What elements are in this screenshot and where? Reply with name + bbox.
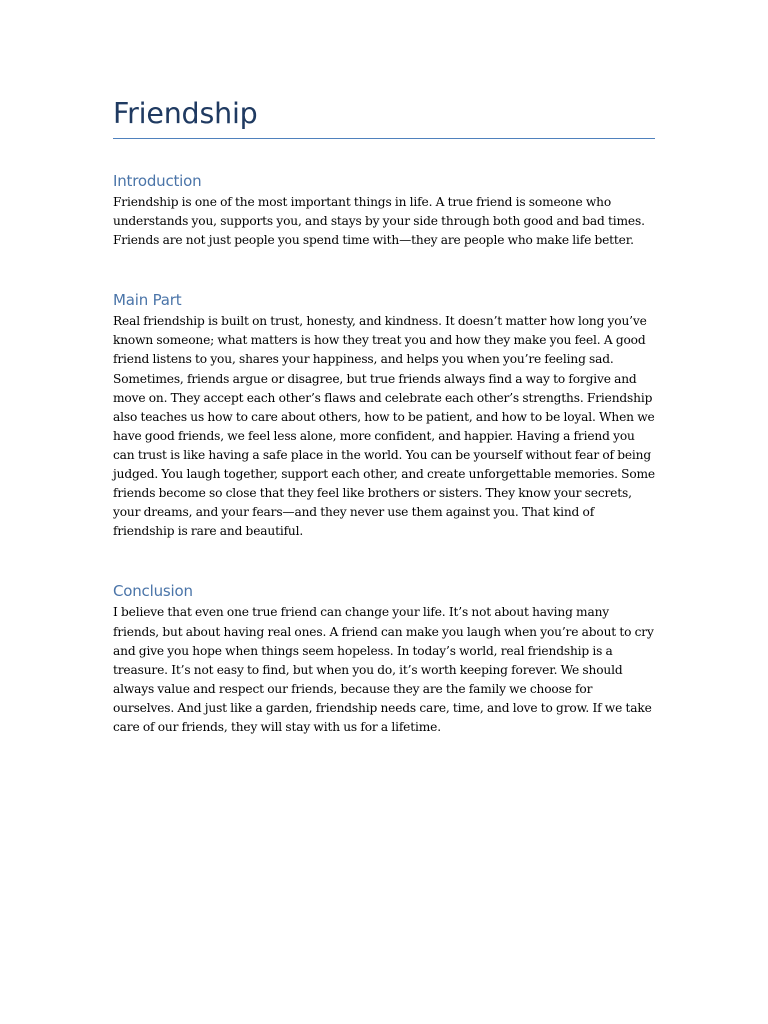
section-heading-conclusion: Conclusion [113, 582, 193, 601]
section-conclusion [113, 581, 655, 737]
section-main-part [113, 290, 655, 541]
document-title: Friendship [113, 94, 655, 139]
document-page [113, 94, 655, 737]
section-paragraph-main-part: Real friendship is built on trust, honesty, and kindness. It doesn’t matter how long you’ve known someone; what matters is how they treat you and how they make you feel. A good friend listens to you, shares your happiness, and helps you when you’re feeling sad. Sometimes, friends argue or disagree, but true friends always find a way to forgive and move on. They accept each other’s flaws and celebrate each other’s strengths. Friendship also teaches us how to care about others, how to be patient, and how to be loyal. When we have good friends, we feel less alone, more confident, and happier. Having a friend you can trust is like having a safe place in the world. You can be yourself without fear of being judged. You laugh together, support each other, and create unforgettable memories. Some friends become so close that they feel like brothers or sisters. They know your secrets, your dreams, and your fears—and they never use them against you. That kind of friendship is rare and beautiful. [113, 314, 655, 539]
section-paragraph-introduction: Friendship is one of the most important things in life. A true friend is someone who understands you, supports you, and stays by your side through both good and bad times. Friends are not just people you spend time with—they are people who make life better. [113, 195, 645, 248]
section-heading-introduction: Introduction [113, 172, 202, 190]
section-paragraph-conclusion: I believe that even one true friend can change your life. It’s not about having many friends, but about having real ones. A friend can make you laugh when you’re about to cry and give you hope when things seem hopeless. In today’s world, real friendship is a treasure. It’s not easy to find, but when you do, it’s worth keeping forever. We should always value and respect our friends, because they are the family we choose for ourselves. And just like a garden, friendship needs care, time, and love to grow. If we take care of our friends, they will stay with us for a lifetime. [113, 605, 654, 734]
section-introduction [113, 171, 655, 250]
section-heading-main-part: Main Part [113, 291, 182, 310]
